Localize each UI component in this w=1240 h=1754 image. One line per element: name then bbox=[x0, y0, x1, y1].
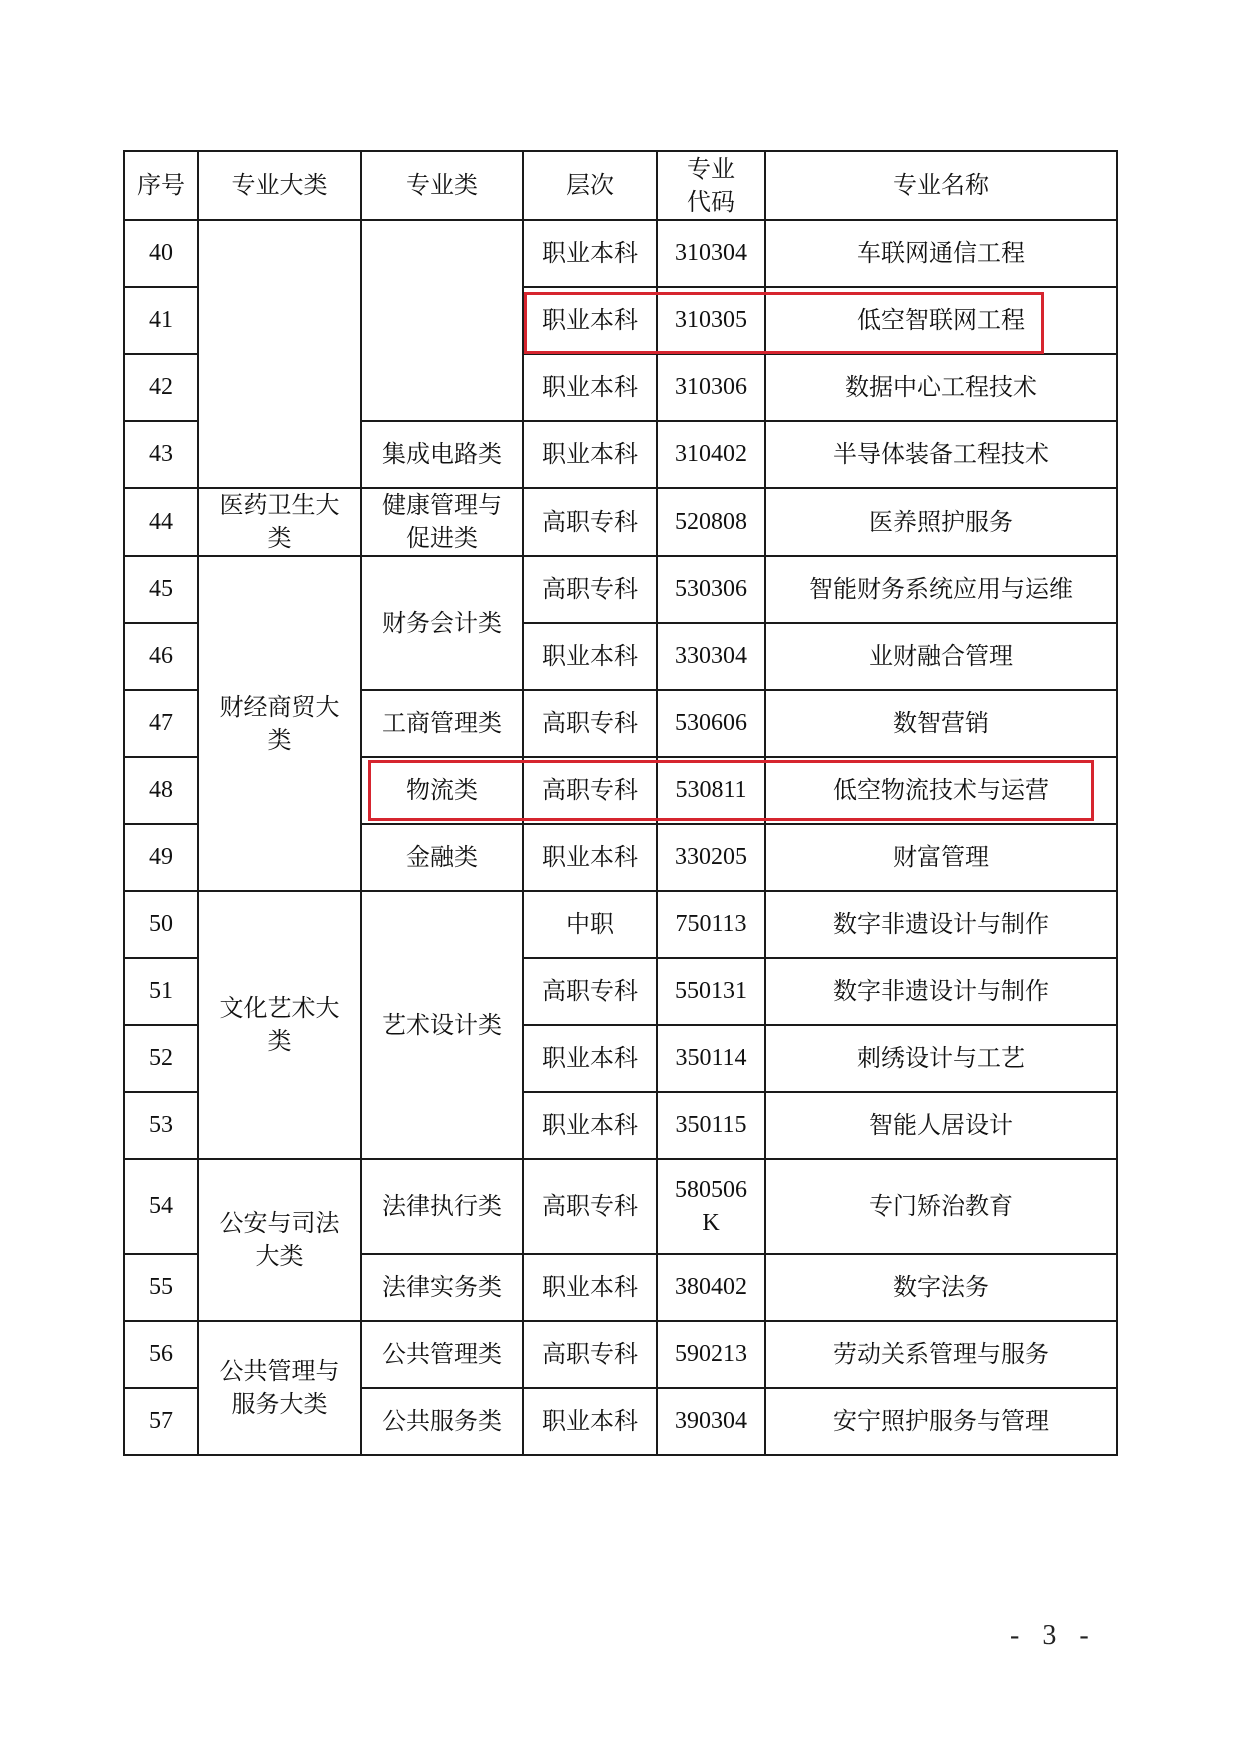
sub-category: 法律执行类 bbox=[361, 1159, 523, 1254]
row-code: 350115 bbox=[657, 1092, 765, 1159]
table-header-row bbox=[124, 151, 1117, 220]
row-major-name: 智能人居设计 bbox=[765, 1092, 1117, 1159]
row-major-name: 医养照护服务 bbox=[765, 488, 1117, 556]
sub-category: 集成电路类 bbox=[361, 421, 523, 488]
row-level: 职业本科 bbox=[523, 1254, 657, 1321]
table-row bbox=[124, 891, 1117, 958]
row-level: 职业本科 bbox=[523, 824, 657, 891]
page-number: - 3 - bbox=[1010, 1620, 1097, 1651]
row-level: 高职专科 bbox=[523, 757, 657, 824]
row-code: 530811 bbox=[657, 757, 765, 824]
row-no: 47 bbox=[124, 690, 198, 757]
row-major-name: 数字非遗设计与制作 bbox=[765, 891, 1117, 958]
row-code: 580506 K bbox=[657, 1159, 765, 1254]
sub-category: 艺术设计类 bbox=[361, 891, 523, 1159]
major-category: 公安与司法 大类 bbox=[198, 1159, 361, 1321]
row-level: 高职专科 bbox=[523, 488, 657, 556]
sub-category: 健康管理与 促进类 bbox=[361, 488, 523, 556]
sub-category: 物流类 bbox=[361, 757, 523, 824]
row-major-name: 半导体装备工程技术 bbox=[765, 421, 1117, 488]
row-level: 职业本科 bbox=[523, 623, 657, 690]
row-code: 590213 bbox=[657, 1321, 765, 1388]
major-category: 文化艺术大 类 bbox=[198, 891, 361, 1159]
row-code: 350114 bbox=[657, 1025, 765, 1092]
table-row bbox=[124, 1321, 1117, 1388]
row-code: 750113 bbox=[657, 891, 765, 958]
row-no: 46 bbox=[124, 623, 198, 690]
row-no: 40 bbox=[124, 220, 198, 287]
row-no: 49 bbox=[124, 824, 198, 891]
row-no: 57 bbox=[124, 1388, 198, 1455]
row-major-name: 专门矫治教育 bbox=[765, 1159, 1117, 1254]
majors-table bbox=[123, 150, 1118, 1456]
row-major-name: 财富管理 bbox=[765, 824, 1117, 891]
header-no: 序号 bbox=[124, 151, 198, 220]
row-no: 48 bbox=[124, 757, 198, 824]
row-major-name: 劳动关系管理与服务 bbox=[765, 1321, 1117, 1388]
header-major-category: 专业大类 bbox=[198, 151, 361, 220]
row-major-name: 数智营销 bbox=[765, 690, 1117, 757]
sub-category: 金融类 bbox=[361, 824, 523, 891]
sub-category: 财务会计类 bbox=[361, 556, 523, 690]
row-major-name: 低空智联网工程 bbox=[765, 287, 1117, 354]
row-level: 职业本科 bbox=[523, 421, 657, 488]
row-code: 330205 bbox=[657, 824, 765, 891]
sub-category: 法律实务类 bbox=[361, 1254, 523, 1321]
row-level: 职业本科 bbox=[523, 287, 657, 354]
row-no: 42 bbox=[124, 354, 198, 421]
sub-category: 公共管理类 bbox=[361, 1321, 523, 1388]
sub-category: 公共服务类 bbox=[361, 1388, 523, 1455]
row-level: 高职专科 bbox=[523, 1159, 657, 1254]
row-no: 52 bbox=[124, 1025, 198, 1092]
header-sub-category: 专业类 bbox=[361, 151, 523, 220]
row-no: 45 bbox=[124, 556, 198, 623]
table-row bbox=[124, 488, 1117, 556]
row-code: 310306 bbox=[657, 354, 765, 421]
row-no: 41 bbox=[124, 287, 198, 354]
table-row bbox=[124, 1159, 1117, 1254]
row-major-name: 数据中心工程技术 bbox=[765, 354, 1117, 421]
row-code: 310305 bbox=[657, 287, 765, 354]
header-major-name: 专业名称 bbox=[765, 151, 1117, 220]
row-major-name: 刺绣设计与工艺 bbox=[765, 1025, 1117, 1092]
row-code: 310402 bbox=[657, 421, 765, 488]
major-category: 公共管理与 服务大类 bbox=[198, 1321, 361, 1455]
row-level: 职业本科 bbox=[523, 220, 657, 287]
row-level: 职业本科 bbox=[523, 1092, 657, 1159]
row-code: 310304 bbox=[657, 220, 765, 287]
row-level: 职业本科 bbox=[523, 354, 657, 421]
row-major-name: 数字法务 bbox=[765, 1254, 1117, 1321]
row-major-name: 车联网通信工程 bbox=[765, 220, 1117, 287]
row-level: 职业本科 bbox=[523, 1025, 657, 1092]
row-code: 530306 bbox=[657, 556, 765, 623]
table-row bbox=[124, 556, 1117, 623]
row-level: 高职专科 bbox=[523, 1321, 657, 1388]
row-code: 330304 bbox=[657, 623, 765, 690]
sub-category-empty bbox=[361, 220, 523, 421]
row-code: 390304 bbox=[657, 1388, 765, 1455]
row-code: 530606 bbox=[657, 690, 765, 757]
row-code: 520808 bbox=[657, 488, 765, 556]
row-no: 51 bbox=[124, 958, 198, 1025]
row-no: 56 bbox=[124, 1321, 198, 1388]
row-no: 50 bbox=[124, 891, 198, 958]
header-code: 专业 代码 bbox=[657, 151, 765, 220]
row-code: 550131 bbox=[657, 958, 765, 1025]
row-major-name: 安宁照护服务与管理 bbox=[765, 1388, 1117, 1455]
row-major-name: 业财融合管理 bbox=[765, 623, 1117, 690]
row-no: 54 bbox=[124, 1159, 198, 1254]
row-no: 44 bbox=[124, 488, 198, 556]
row-no: 53 bbox=[124, 1092, 198, 1159]
row-level: 高职专科 bbox=[523, 958, 657, 1025]
row-major-name: 数字非遗设计与制作 bbox=[765, 958, 1117, 1025]
header-level: 层次 bbox=[523, 151, 657, 220]
row-level: 高职专科 bbox=[523, 690, 657, 757]
row-major-name: 智能财务系统应用与运维 bbox=[765, 556, 1117, 623]
row-major-name: 低空物流技术与运营 bbox=[765, 757, 1117, 824]
major-category: 财经商贸大 类 bbox=[198, 556, 361, 891]
row-level: 职业本科 bbox=[523, 1388, 657, 1455]
row-no: 55 bbox=[124, 1254, 198, 1321]
row-level: 中职 bbox=[523, 891, 657, 958]
sub-category: 工商管理类 bbox=[361, 690, 523, 757]
row-level: 高职专科 bbox=[523, 556, 657, 623]
major-category-empty bbox=[198, 220, 361, 488]
table-row bbox=[124, 220, 1117, 287]
row-code: 380402 bbox=[657, 1254, 765, 1321]
major-category: 医药卫生大 类 bbox=[198, 488, 361, 556]
row-no: 43 bbox=[124, 421, 198, 488]
